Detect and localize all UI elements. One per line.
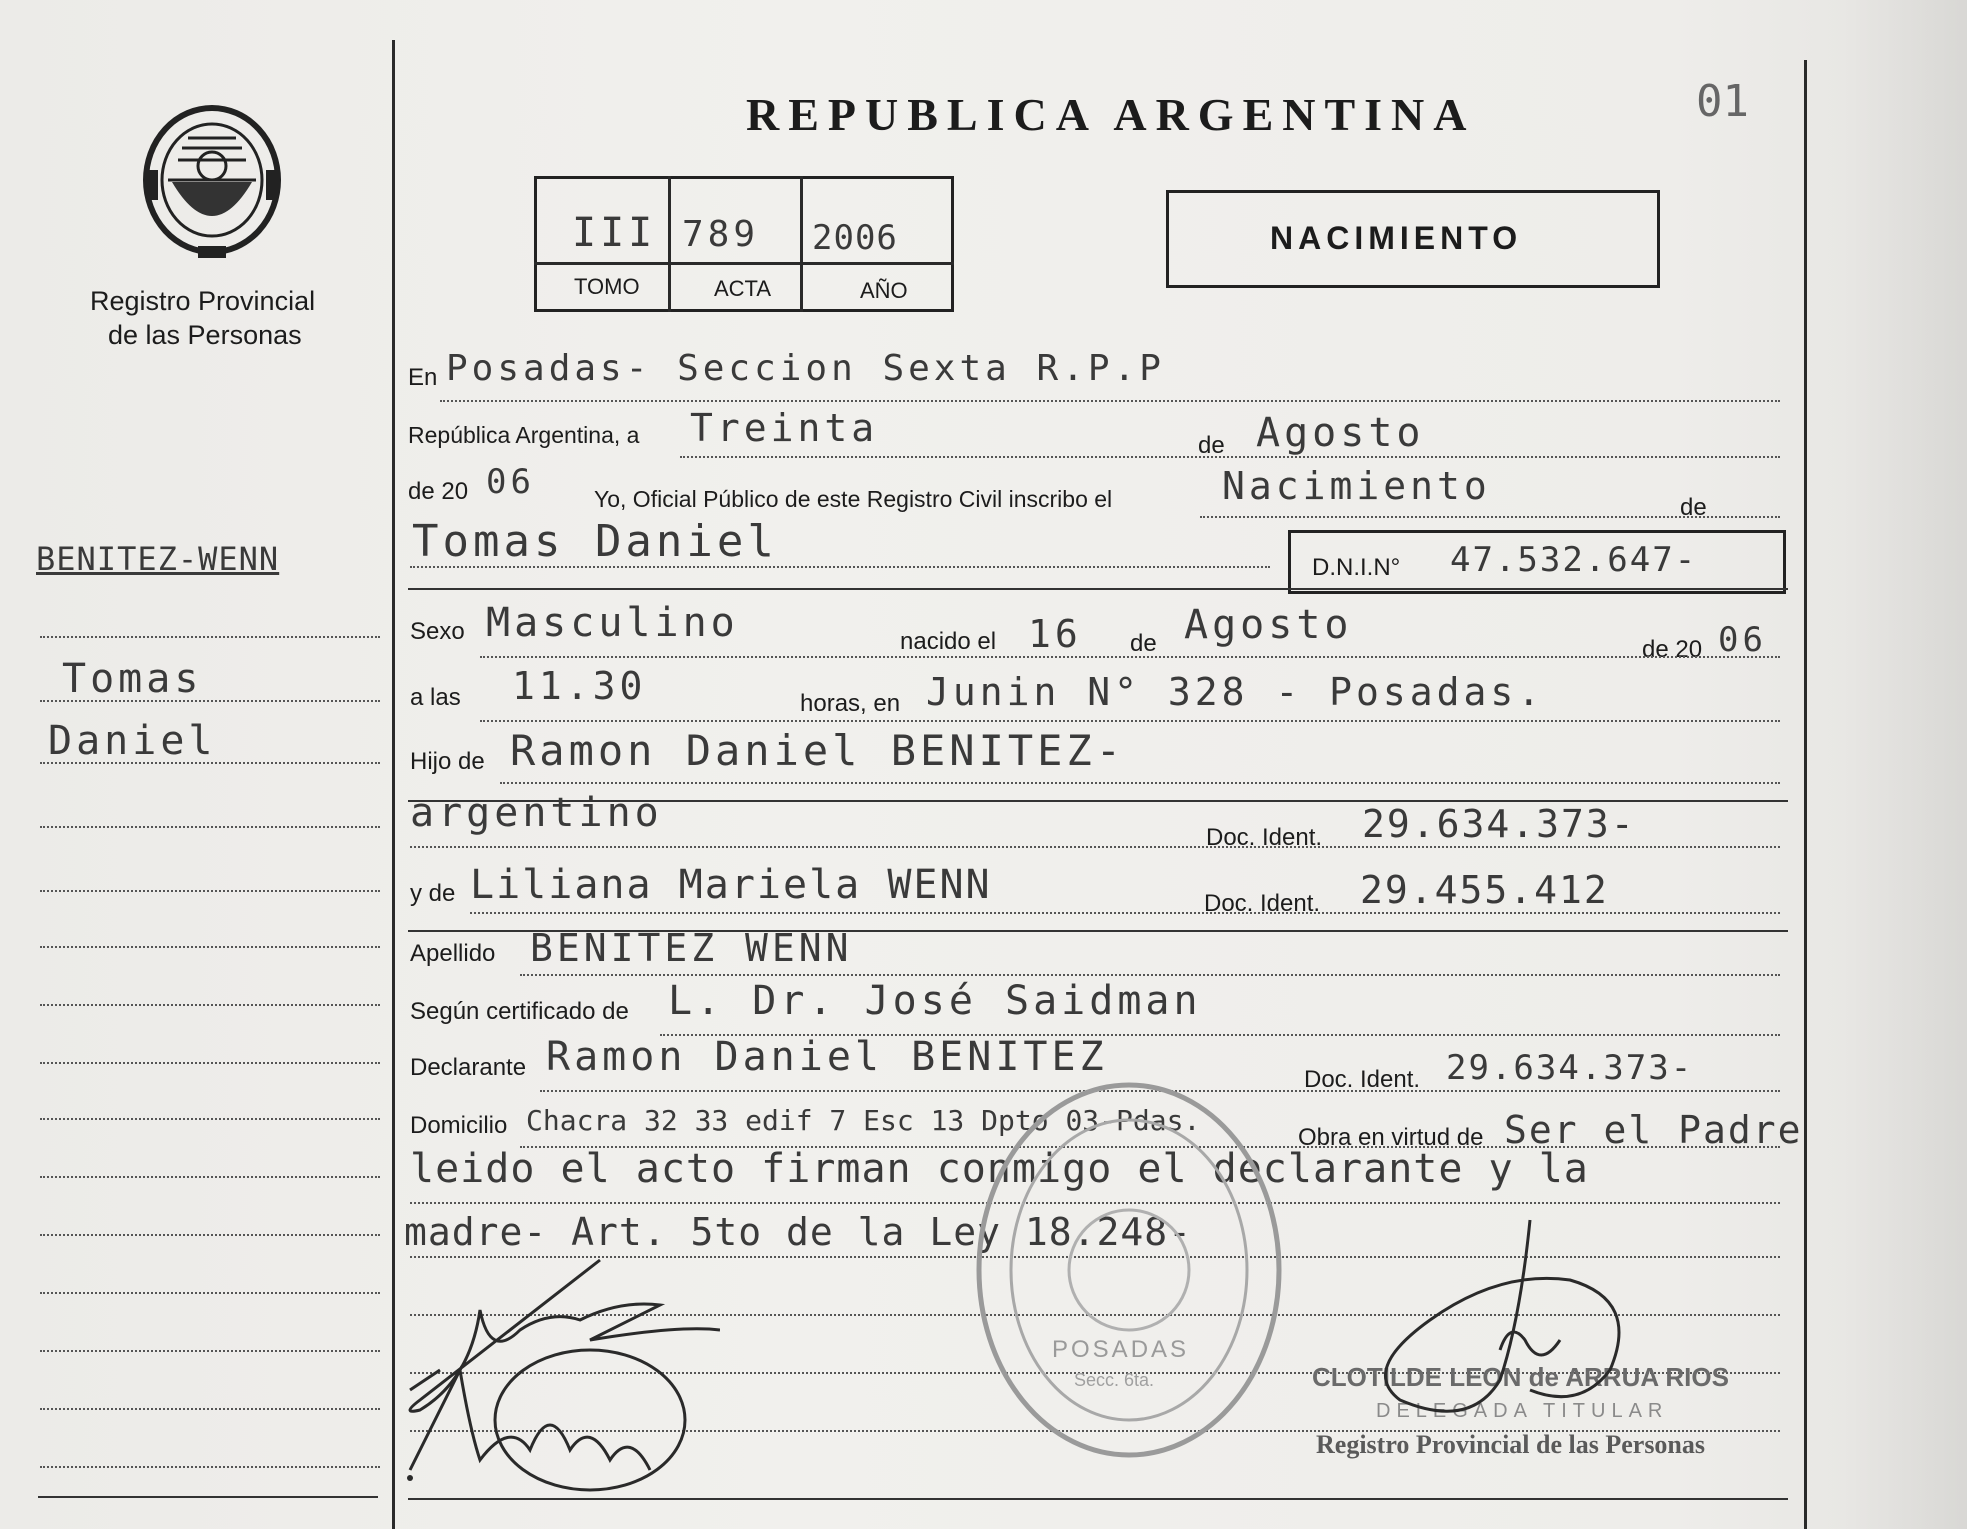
margin-bottom-rule <box>38 1496 378 1498</box>
apellido-value: BENITEZ WENN <box>530 926 853 970</box>
apellido-label: Apellido <box>410 940 496 967</box>
right-border-rule <box>1804 60 1807 1529</box>
nacido-anio-value: 06 <box>1718 620 1767 660</box>
header-section-rule <box>408 588 1788 590</box>
anio-suffix-value: 06 <box>486 462 535 502</box>
apellido-line <box>520 974 1780 976</box>
anio-label: AÑO <box>860 278 908 303</box>
round-stamp-section: Secc. 6ta. <box>1074 1370 1155 1390</box>
nota-line-1: leido el acto firman conmigo el declarante y la <box>410 1146 1589 1192</box>
margin-line <box>40 700 380 702</box>
en-line <box>440 400 1780 402</box>
nota-line-2: madre- Art. 5to de la Ley 18.248- <box>404 1210 1192 1254</box>
tomo-label: TOMO <box>574 274 640 299</box>
round-stamp-city: POSADAS <box>1052 1336 1190 1363</box>
padre-value: Ramon Daniel BENITEZ- <box>510 726 1126 775</box>
margin-line <box>40 946 380 948</box>
record-box-divider-2 <box>800 176 803 312</box>
acta-value: 789 <box>682 214 760 255</box>
provincial-seal-logo <box>138 100 286 260</box>
margin-line <box>40 1292 380 1294</box>
madre-line <box>470 912 1780 914</box>
anio-prefix-label: de 20 <box>408 478 469 505</box>
madre-doc-value: 29.455.412 <box>1360 868 1609 912</box>
nacido-dia-value: 16 <box>1028 612 1082 656</box>
margin-given-name-1: Tomas <box>62 656 203 702</box>
hijo-line <box>500 782 1780 784</box>
de20-label: de 20 <box>1642 636 1703 663</box>
page-edge-shadow <box>1840 0 1967 1529</box>
mother-signature <box>400 1330 720 1500</box>
inscribo-line <box>1200 516 1780 518</box>
margin-line <box>40 1062 380 1064</box>
madre-doc-label: Doc. Ident. <box>1204 890 1321 917</box>
registry-name-line1: Registro Provincial <box>90 286 316 316</box>
nombre-line <box>410 566 1270 568</box>
mes-value: Agosto <box>1256 410 1425 456</box>
padre-nacionalidad: argentino <box>410 790 663 836</box>
en-value: Posadas- Seccion Sexta R.P.P <box>446 348 1165 389</box>
tomo-value: III <box>572 210 657 256</box>
declarante-value: Ramon Daniel BENITEZ <box>546 1034 1108 1080</box>
republica-line <box>680 456 1780 458</box>
margin-line <box>40 890 380 892</box>
hora-value: 11.30 <box>512 664 647 708</box>
obra-label: Obra en virtud de <box>1298 1124 1484 1151</box>
margin-line <box>40 1350 380 1352</box>
margin-line <box>40 1234 380 1236</box>
page-number: 01 <box>1696 76 1749 127</box>
yde-label: y de <box>410 880 456 907</box>
de-label-1: de <box>1198 432 1225 459</box>
inscribo-value: Nacimiento <box>1222 464 1491 508</box>
official-name-stamp: CLOTILDE LEON de ARRUA RIOS <box>1312 1362 1729 1392</box>
margin-line <box>40 762 380 764</box>
margin-surname: BENITEZ-WENN <box>36 540 280 578</box>
margin-line <box>40 1118 380 1120</box>
alas-line <box>480 720 1780 722</box>
registry-name-line2: de las Personas <box>108 320 302 350</box>
padre-doc-label: Doc. Ident. <box>1206 824 1323 851</box>
alas-label: a las <box>410 684 461 711</box>
anio-value: 2006 <box>812 218 898 258</box>
en-label: En <box>408 364 438 391</box>
act-type-label: NACIMIENTO <box>1270 220 1523 256</box>
sexo-line <box>480 656 1780 658</box>
hijo-label: Hijo de <box>410 748 485 775</box>
dni-label: D.N.I.N° <box>1312 554 1401 581</box>
horas-label: horas, en <box>800 690 901 717</box>
official-org-stamp: Registro Provincial de las Personas <box>1316 1430 1706 1459</box>
dia-value: Treinta <box>690 406 879 450</box>
official-title-stamp: DELEGADA TITULAR <box>1376 1400 1669 1422</box>
oficial-label: Yo, Oficial Público de este Registro Civil inscribo el <box>594 486 1113 512</box>
record-box-divider-1 <box>668 176 671 312</box>
margin-line <box>40 1408 380 1410</box>
obra-value: Ser el Padre <box>1504 1108 1803 1152</box>
round-official-stamp <box>964 1070 1294 1470</box>
margin-line <box>40 1176 380 1178</box>
official-signature <box>1350 1200 1650 1450</box>
madre-value: Liliana Mariela WENN <box>470 862 992 908</box>
domicilio-value: Chacra 32 33 edif 7 Esc 13 Dpto 03-Pdas. <box>526 1104 1201 1137</box>
sexo-label: Sexo <box>410 618 465 645</box>
nombre-value: Tomas Daniel <box>412 516 778 567</box>
nacido-label: nacido el <box>900 628 997 655</box>
acta-label: ACTA <box>714 276 772 301</box>
padre-doc-line <box>410 846 1780 848</box>
margin-line <box>40 636 380 638</box>
margin-line <box>40 1004 380 1006</box>
declarante-label: Declarante <box>410 1054 527 1081</box>
margin-line <box>40 826 380 828</box>
republica-label: República Argentina, a <box>408 422 640 448</box>
country-title: REPUBLICA ARGENTINA <box>746 89 1476 140</box>
record-box-divider-h <box>534 262 954 265</box>
segun-label: Según certificado de <box>410 998 629 1025</box>
margin-given-name-2: Daniel <box>48 718 217 764</box>
declarante-doc-label: Doc. Ident. <box>1304 1066 1421 1093</box>
de-label-2: de <box>1680 494 1707 521</box>
nacido-mes-value: Agosto <box>1184 602 1353 648</box>
dni-value: 47.532.647- <box>1450 540 1698 580</box>
lugar-value: Junin N° 328 - Posadas. <box>926 670 1545 714</box>
certificado-value: L. Dr. José Saidman <box>668 978 1202 1024</box>
de-label-3: de <box>1130 630 1157 657</box>
domicilio-label: Domicilio <box>410 1112 508 1139</box>
sexo-value: Masculino <box>486 600 739 646</box>
margin-line <box>40 1466 380 1468</box>
declarante-doc-value: 29.634.373- <box>1446 1048 1694 1088</box>
padre-doc-value: 29.634.373- <box>1362 802 1636 846</box>
